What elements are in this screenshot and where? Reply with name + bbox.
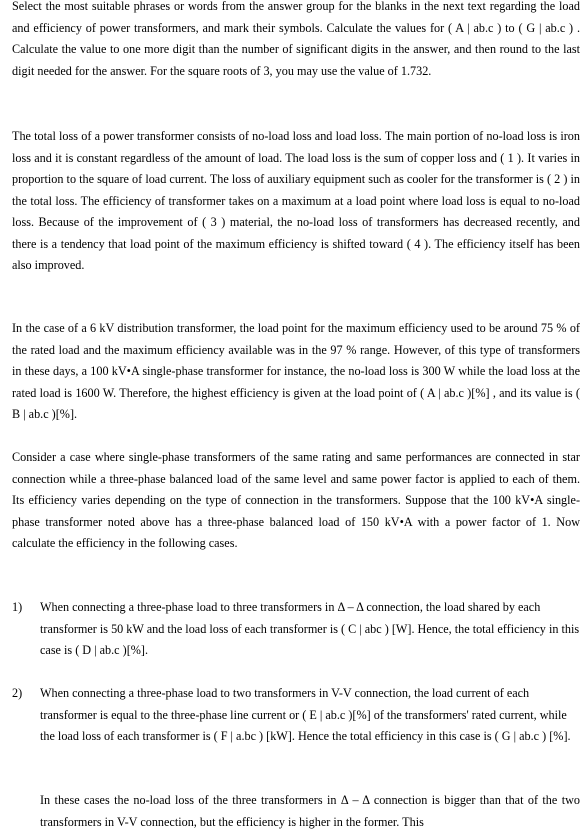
list-item-number: 1) [12, 600, 23, 614]
list-item-number: 2) [12, 686, 23, 700]
distribution-transformer-paragraph: In the case of a 6 kV distribution transformer, the load point for the maximum efficiency used to be around 75 % of the rated load and the maximum efficiency available was in the 97 % range. However, of this type of transformers in these days, a 100 kV•A single-phase transformer for instance, the no-load loss is 300 W while the load loss at the rated load is 1600 W. Therefore, the highest efficiency is given at the load point of ( A | ab.c )[%] , and its value is ( B | ab.c )[%]. [12, 321, 580, 421]
list-item-text: When connecting a three-phase load to two transformers in V-V connection, the load current of each transformer is equal to the three-phase line current or ( E | ab.c )[%] of the transformers' rated current, while the load loss of each transformer is ( F | a.bc ) [kW]. Hence the total efficiency in this case is ( G | ab.c ) [%]. [40, 686, 571, 743]
list-item-delta-delta [12, 597, 580, 662]
instructions-paragraph: Select the most suitable phrases or words from the answer group for the blanks in the next text regarding the load and efficiency of power transformers, and mark their symbols. Calculate the values for ( A | ab.c ) to ( G | ab.c ) . Calculate the value to one more digit than the number of significant digits in the answer, and then round to the last digit needed for the answer. For the square roots of 3, you may use the value of 1.732. [12, 0, 580, 78]
conclusion-paragraph: In these cases the no-load loss of the three transformers in Δ – Δ connection is bigger than that of the two transformers in V-V connection, but the efficiency is higher in the former. This [40, 793, 580, 829]
list-item-v-v [12, 683, 580, 748]
connection-case-paragraph: Consider a case where single-phase transformers of the same rating and same performances are connected in star connection while a three-phase balanced load of the same level and same power factor is applied to each of them. Its efficiency varies depending on the type of connection in the transformers. Suppose that the 100 kV•A single-phase transformer noted above has a three-phase balanced load of 150 kV•A with a power factor of 1. Now calculate the efficiency in the following cases. [12, 450, 580, 550]
transformer-losses-paragraph: The total loss of a power transformer consists of no-load loss and load loss. The main portion of no-load loss is iron loss and it is constant regardless of the amount of load. The load loss is the sum of copper loss and ( 1 ). It varies in proportion to the square of load current. The loss of auxiliary equipment such as cooler for the transformer is ( 2 ) in the total loss. The efficiency of transformer takes on a maximum at a load point where load loss is equal to no-load loss. Because of the improvement of ( 3 ) material, the no-load loss of transformers has decreased recently, and there is a tendency that load point of the maximum efficiency is shifted toward ( 4 ). The efficiency itself has been also improved. [12, 129, 580, 272]
list-item-text: When connecting a three-phase load to three transformers in Δ – Δ connection, the load shared by each transformer is 50 kW and the load loss of each transformer is ( C | abc ) [W]. Hence, the total efficiency in this case is ( D | ab.c )[%]. [40, 600, 580, 657]
